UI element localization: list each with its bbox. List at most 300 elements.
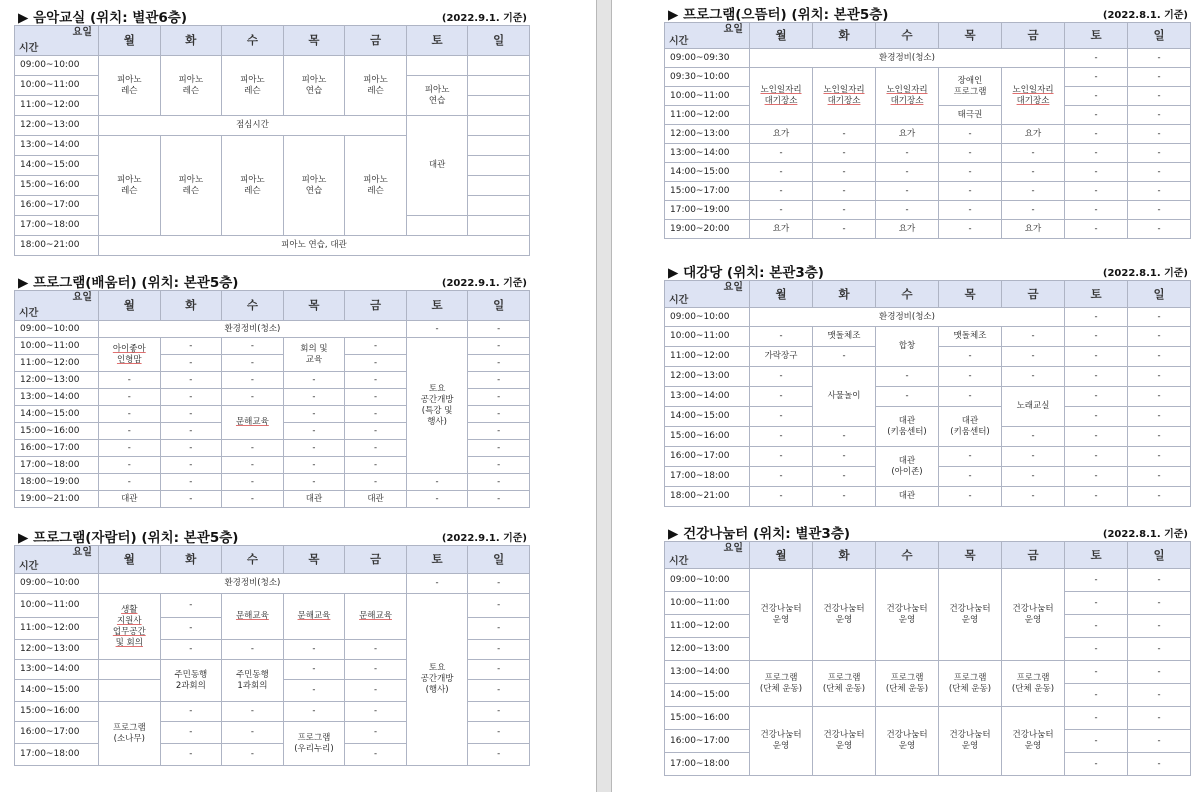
- section-header: [664, 258, 1190, 280]
- time-slot: 13:00~14:00: [665, 661, 750, 684]
- schedule-cell: -: [876, 144, 939, 163]
- schedule-cell: -: [468, 406, 530, 423]
- schedule-cell: -: [283, 640, 345, 660]
- schedule-cell: [406, 56, 468, 76]
- schedule-cell: -: [1128, 220, 1191, 239]
- section-header: [664, 0, 1190, 22]
- schedule-cell: -: [345, 680, 407, 702]
- day-header: 화: [160, 291, 222, 321]
- day-header: 토: [1065, 542, 1128, 569]
- schedule-cell: 피아노 레슨: [99, 56, 161, 116]
- schedule-cell: -: [1065, 163, 1128, 182]
- day-header: 토: [406, 546, 468, 574]
- table-row: [665, 367, 1191, 387]
- schedule-cell: 프로그램 (소나무): [99, 702, 161, 766]
- day-header: 목: [283, 546, 345, 574]
- section-date: (2022.9.1. 기준): [441, 533, 527, 544]
- section-date: (2022.9.1. 기준): [441, 278, 527, 289]
- table-row: [665, 569, 1191, 592]
- schedule-cell: -: [345, 722, 407, 744]
- schedule-cell: 주민동행 2과회의: [160, 660, 222, 702]
- schedule-cell: -: [468, 594, 530, 618]
- schedule-cell: -: [1002, 447, 1065, 467]
- time-slot: 09:00~09:30: [665, 49, 750, 68]
- section-header: [14, 268, 529, 290]
- schedule-cell: -: [468, 680, 530, 702]
- schedule-cell: [468, 196, 530, 216]
- schedule-section-eutteum: [664, 0, 1190, 239]
- schedule-cell: -: [813, 201, 876, 220]
- schedule-cell: -: [222, 389, 284, 406]
- table-row: [15, 116, 530, 136]
- schedule-cell: [468, 116, 530, 136]
- schedule-cell: -: [1065, 327, 1128, 347]
- time-slot: 17:00~18:00: [15, 744, 99, 766]
- table-row: [15, 594, 530, 618]
- time-slot: 09:00~10:00: [15, 321, 99, 338]
- schedule-cell: -: [1002, 163, 1065, 182]
- schedule-cell: 요가: [750, 220, 813, 239]
- schedule-table: [14, 25, 530, 256]
- schedule-cell: -: [468, 423, 530, 440]
- day-header: 월: [750, 281, 813, 308]
- schedule-cell: 환경정비(청소): [750, 308, 1065, 327]
- schedule-cell: 맷돌체조: [939, 327, 1002, 347]
- schedule-cell: 피아노 레슨: [222, 136, 284, 236]
- schedule-cell: -: [939, 347, 1002, 367]
- day-header: 월: [99, 546, 161, 574]
- schedule-cell: -: [1002, 347, 1065, 367]
- schedule-cell: -: [1128, 125, 1191, 144]
- schedule-cell: -: [345, 389, 407, 406]
- schedule-cell: -: [1128, 201, 1191, 220]
- time-slot: 16:00~17:00: [15, 440, 99, 457]
- table-row: [665, 661, 1191, 684]
- schedule-cell: -: [813, 182, 876, 201]
- schedule-cell: -: [160, 457, 222, 474]
- schedule-cell: 건강나눔터 운영: [813, 569, 876, 661]
- schedule-cell: 노인일자리 대기장소: [750, 68, 813, 125]
- schedule-cell: -: [160, 474, 222, 491]
- day-header: 목: [939, 281, 1002, 308]
- schedule-cell: 피아노 레슨: [99, 136, 161, 236]
- schedule-cell: -: [1002, 487, 1065, 507]
- schedule-cell: -: [1128, 327, 1191, 347]
- table-row: [665, 201, 1191, 220]
- schedule-cell: [468, 96, 530, 116]
- schedule-cell: -: [160, 372, 222, 389]
- schedule-cell: -: [99, 372, 161, 389]
- schedule-cell: 점심시간: [99, 116, 407, 136]
- schedule-cell: 요가: [876, 220, 939, 239]
- corner-time-label: 시간: [669, 36, 689, 47]
- schedule-cell: -: [1128, 447, 1191, 467]
- schedule-cell: -: [160, 491, 222, 508]
- schedule-cell: [468, 136, 530, 156]
- time-slot: 10:00~11:00: [15, 76, 99, 96]
- corner-time-label: 시간: [19, 308, 39, 319]
- schedule-table: [664, 22, 1191, 239]
- time-slot: 19:00~21:00: [15, 491, 99, 508]
- corner-day-label: 요일: [723, 24, 743, 35]
- schedule-cell: 피아노 연습, 대관: [99, 236, 530, 256]
- schedule-cell: -: [283, 660, 345, 680]
- schedule-cell: 대관: [99, 491, 161, 508]
- schedule-cell: -: [222, 744, 284, 766]
- time-slot: 12:00~13:00: [15, 640, 99, 660]
- schedule-cell: -: [468, 440, 530, 457]
- section-header: [664, 519, 1190, 541]
- schedule-cell: -: [1128, 467, 1191, 487]
- schedule-cell: 대관: [345, 491, 407, 508]
- schedule-cell: -: [1065, 308, 1128, 327]
- schedule-cell: 아이좋아 인형맘: [99, 338, 161, 372]
- day-header: 수: [222, 546, 284, 574]
- day-header: 일: [1128, 542, 1191, 569]
- schedule-cell: -: [160, 355, 222, 372]
- schedule-cell: -: [1128, 68, 1191, 87]
- schedule-cell: -: [468, 321, 530, 338]
- day-header: 토: [1065, 281, 1128, 308]
- time-slot: 09:00~10:00: [15, 574, 99, 594]
- day-header: 화: [813, 281, 876, 308]
- corner-day-label: 요일: [72, 547, 92, 558]
- schedule-cell: 대관 (키움센터): [876, 407, 939, 447]
- schedule-cell: -: [283, 702, 345, 722]
- schedule-cell: -: [813, 447, 876, 467]
- schedule-cell: -: [813, 347, 876, 367]
- schedule-cell: -: [813, 487, 876, 507]
- time-slot: 12:00~13:00: [665, 367, 750, 387]
- schedule-cell: 문해교육: [345, 594, 407, 640]
- corner-day-label: 요일: [72, 292, 92, 303]
- schedule-cell: -: [1065, 427, 1128, 447]
- time-slot: 18:00~21:00: [15, 236, 99, 256]
- table-row: [665, 707, 1191, 730]
- corner-time-label: 시간: [669, 295, 689, 306]
- schedule-cell: -: [876, 367, 939, 387]
- schedule-cell: -: [1128, 407, 1191, 427]
- schedule-cell: -: [345, 423, 407, 440]
- section-date: (2022.9.1. 기준): [441, 13, 527, 24]
- schedule-cell: -: [939, 487, 1002, 507]
- day-header: 금: [1002, 23, 1065, 49]
- schedule-cell: -: [939, 467, 1002, 487]
- schedule-cell: 노래교실: [1002, 387, 1065, 427]
- schedule-cell: [406, 216, 468, 236]
- schedule-cell: -: [160, 722, 222, 744]
- schedule-cell: -: [1128, 592, 1191, 615]
- schedule-cell: 문해교육: [283, 594, 345, 640]
- schedule-cell: -: [468, 355, 530, 372]
- schedule-cell: 프로그램 (단체 운동): [939, 661, 1002, 707]
- schedule-cell: -: [1065, 220, 1128, 239]
- schedule-cell: -: [1128, 569, 1191, 592]
- schedule-cell: -: [160, 440, 222, 457]
- schedule-cell: -: [939, 387, 1002, 407]
- section-title: ▶ 프로그램(자람터) (위치: 본관5층): [18, 530, 239, 546]
- schedule-cell: -: [876, 201, 939, 220]
- time-slot: 09:00~10:00: [665, 569, 750, 592]
- schedule-cell: 건강나눔터 운영: [1002, 707, 1065, 776]
- schedule-cell: -: [1065, 592, 1128, 615]
- time-slot: 14:00~15:00: [15, 406, 99, 423]
- day-header: 토: [406, 291, 468, 321]
- schedule-cell: -: [1002, 427, 1065, 447]
- schedule-table: [14, 545, 530, 766]
- schedule-cell: 건강나눔터 운영: [876, 707, 939, 776]
- schedule-cell: -: [939, 125, 1002, 144]
- schedule-cell: 피아노 연습: [283, 56, 345, 116]
- schedule-cell: 피아노 레슨: [345, 56, 407, 116]
- day-header: 화: [813, 23, 876, 49]
- schedule-cell: 노인일자리 대기장소: [813, 68, 876, 125]
- schedule-cell: -: [160, 389, 222, 406]
- day-header: 금: [345, 546, 407, 574]
- table-row: [665, 163, 1191, 182]
- time-slot: 13:00~14:00: [665, 387, 750, 407]
- schedule-cell: -: [1065, 615, 1128, 638]
- schedule-cell: -: [750, 467, 813, 487]
- schedule-cell: 건강나눔터 운영: [939, 707, 1002, 776]
- schedule-cell: [468, 56, 530, 76]
- schedule-cell: -: [1128, 347, 1191, 367]
- schedule-cell: -: [283, 423, 345, 440]
- day-header: 금: [1002, 542, 1065, 569]
- schedule-cell: -: [160, 406, 222, 423]
- time-slot: 15:00~16:00: [15, 423, 99, 440]
- schedule-cell: 노인일자리 대기장소: [1002, 68, 1065, 125]
- left-page: [0, 0, 596, 792]
- schedule-cell: 피아노 레슨: [222, 56, 284, 116]
- schedule-cell: -: [750, 427, 813, 447]
- schedule-cell: 피아노 연습: [283, 136, 345, 236]
- schedule-cell: -: [1065, 347, 1128, 367]
- schedule-cell: -: [876, 387, 939, 407]
- schedule-cell: -: [876, 163, 939, 182]
- right-page: [612, 0, 1200, 792]
- schedule-cell: -: [1128, 387, 1191, 407]
- schedule-cell: -: [1065, 707, 1128, 730]
- schedule-cell: -: [939, 163, 1002, 182]
- time-slot: 17:00~18:00: [665, 467, 750, 487]
- schedule-cell: 프로그램 (단체 운동): [876, 661, 939, 707]
- corner-time-label: 시간: [669, 556, 689, 567]
- day-header: 일: [468, 26, 530, 56]
- day-header: 수: [222, 291, 284, 321]
- schedule-cell: -: [939, 201, 1002, 220]
- schedule-cell: -: [1065, 87, 1128, 106]
- schedule-cell: -: [468, 389, 530, 406]
- schedule-cell: -: [750, 407, 813, 427]
- schedule-cell: 요가: [1002, 220, 1065, 239]
- schedule-cell: -: [1065, 387, 1128, 407]
- schedule-cell: -: [222, 491, 284, 508]
- time-slot: 09:00~10:00: [15, 56, 99, 76]
- schedule-cell: -: [222, 722, 284, 744]
- time-slot: 09:30~10:00: [665, 68, 750, 87]
- day-header: 금: [1002, 281, 1065, 308]
- schedule-cell: 태극권: [939, 106, 1002, 125]
- schedule-cell: 프로그램 (단체 운동): [750, 661, 813, 707]
- schedule-cell: -: [939, 144, 1002, 163]
- day-header: 목: [283, 291, 345, 321]
- time-slot: 17:00~18:00: [15, 216, 99, 236]
- table-row: [15, 56, 530, 76]
- schedule-cell: -: [222, 338, 284, 355]
- schedule-cell: -: [813, 144, 876, 163]
- schedule-cell: 노인일자리 대기장소: [876, 68, 939, 125]
- day-header: 월: [99, 26, 161, 56]
- corner-header: [665, 23, 750, 49]
- schedule-cell: -: [99, 457, 161, 474]
- schedule-cell: -: [468, 722, 530, 744]
- schedule-cell: [468, 156, 530, 176]
- day-header: 화: [813, 542, 876, 569]
- schedule-cell: -: [1065, 407, 1128, 427]
- day-header: 화: [160, 546, 222, 574]
- schedule-cell: 환경정비(청소): [750, 49, 1065, 68]
- corner-time-label: 시간: [19, 561, 39, 572]
- time-slot: 12:00~13:00: [15, 372, 99, 389]
- section-date: (2022.8.1. 기준): [1102, 10, 1188, 21]
- table-row: [15, 474, 530, 491]
- schedule-cell: [468, 76, 530, 96]
- schedule-cell: -: [468, 338, 530, 355]
- schedule-cell: -: [468, 702, 530, 722]
- schedule-cell: -: [283, 440, 345, 457]
- table-row: [665, 387, 1191, 407]
- table-row: [15, 236, 530, 256]
- schedule-cell: -: [345, 372, 407, 389]
- schedule-cell: 프로그램 (우리누리): [283, 722, 345, 766]
- time-slot: 15:00~16:00: [665, 707, 750, 730]
- schedule-cell: -: [750, 367, 813, 387]
- day-header: 수: [222, 26, 284, 56]
- schedule-cell: -: [1128, 308, 1191, 327]
- table-row: [15, 338, 530, 355]
- schedule-cell: -: [468, 457, 530, 474]
- day-header: 일: [468, 291, 530, 321]
- schedule-cell: -: [1128, 753, 1191, 776]
- schedule-cell: -: [160, 702, 222, 722]
- schedule-cell: 생활 지원사 업무공간 및 회의: [99, 594, 161, 660]
- schedule-cell: -: [345, 406, 407, 423]
- table-row: [665, 407, 1191, 427]
- table-row: [665, 182, 1191, 201]
- schedule-cell: 요가: [876, 125, 939, 144]
- schedule-cell: -: [939, 367, 1002, 387]
- schedule-cell: 문해교육: [222, 406, 284, 440]
- schedule-cell: 대관: [283, 491, 345, 508]
- schedule-cell: -: [1065, 753, 1128, 776]
- schedule-cell: -: [750, 182, 813, 201]
- schedule-cell: -: [1128, 487, 1191, 507]
- time-slot: 16:00~17:00: [15, 196, 99, 216]
- time-slot: 13:00~14:00: [665, 144, 750, 163]
- schedule-cell: -: [468, 372, 530, 389]
- schedule-cell: -: [1065, 638, 1128, 661]
- time-slot: 18:00~21:00: [665, 487, 750, 507]
- time-slot: 11:00~12:00: [665, 347, 750, 367]
- schedule-cell: -: [876, 182, 939, 201]
- day-header: 토: [1065, 23, 1128, 49]
- schedule-cell: -: [813, 220, 876, 239]
- schedule-cell: -: [1002, 327, 1065, 347]
- time-slot: 10:00~11:00: [665, 87, 750, 106]
- schedule-cell: -: [750, 201, 813, 220]
- schedule-cell: -: [1128, 707, 1191, 730]
- schedule-cell: -: [1065, 487, 1128, 507]
- schedule-cell: -: [160, 338, 222, 355]
- day-header: 토: [406, 26, 468, 56]
- schedule-cell: 사물놀이: [813, 367, 876, 427]
- corner-time-label: 시간: [19, 43, 39, 54]
- schedule-cell: [468, 176, 530, 196]
- schedule-cell: 회의 및 교육: [283, 338, 345, 372]
- table-row: [15, 574, 530, 594]
- time-slot: 11:00~12:00: [15, 96, 99, 116]
- schedule-cell: -: [283, 680, 345, 702]
- time-slot: 15:00~16:00: [15, 176, 99, 196]
- table-row: [665, 220, 1191, 239]
- time-slot: 10:00~11:00: [665, 327, 750, 347]
- schedule-cell: 가락장구: [750, 347, 813, 367]
- day-header: 화: [160, 26, 222, 56]
- schedule-cell: 피아노 레슨: [160, 56, 222, 116]
- schedule-cell: -: [406, 574, 468, 594]
- schedule-cell: -: [1065, 182, 1128, 201]
- schedule-cell: 환경정비(청소): [99, 321, 407, 338]
- schedule-cell: -: [750, 163, 813, 182]
- schedule-cell: -: [222, 640, 284, 660]
- schedule-cell: -: [939, 220, 1002, 239]
- schedule-cell: -: [750, 387, 813, 407]
- schedule-cell: -: [345, 440, 407, 457]
- schedule-table: [664, 541, 1191, 776]
- schedule-cell: -: [345, 702, 407, 722]
- schedule-cell: -: [1065, 49, 1128, 68]
- schedule-cell: -: [283, 457, 345, 474]
- schedule-cell: 건강나눔터 운영: [813, 707, 876, 776]
- schedule-cell: -: [468, 474, 530, 491]
- schedule-cell: -: [345, 474, 407, 491]
- schedule-cell: -: [160, 594, 222, 618]
- section-title: ▶ 건강나눔터 (위치: 별관3층): [668, 526, 851, 542]
- schedule-cell: -: [345, 457, 407, 474]
- schedule-cell: -: [222, 474, 284, 491]
- day-header: 일: [1128, 23, 1191, 49]
- schedule-cell: 건강나눔터 운영: [876, 569, 939, 661]
- time-slot: 17:00~19:00: [665, 201, 750, 220]
- table-row: [665, 327, 1191, 347]
- schedule-cell: -: [468, 744, 530, 766]
- day-header: 금: [345, 26, 407, 56]
- schedule-cell: -: [1065, 569, 1128, 592]
- time-slot: 13:00~14:00: [15, 660, 99, 680]
- schedule-cell: -: [1065, 684, 1128, 707]
- time-slot: 19:00~20:00: [665, 220, 750, 239]
- schedule-cell: -: [1002, 367, 1065, 387]
- day-header: 월: [750, 542, 813, 569]
- time-slot: 09:00~10:00: [665, 308, 750, 327]
- schedule-cell: 건강나눔터 운영: [939, 569, 1002, 661]
- schedule-cell: -: [1065, 447, 1128, 467]
- schedule-cell: -: [750, 327, 813, 347]
- table-row: [665, 447, 1191, 467]
- corner-header: [15, 26, 99, 56]
- section-title: ▶ 음악교실 (위치: 별관6층): [18, 10, 187, 26]
